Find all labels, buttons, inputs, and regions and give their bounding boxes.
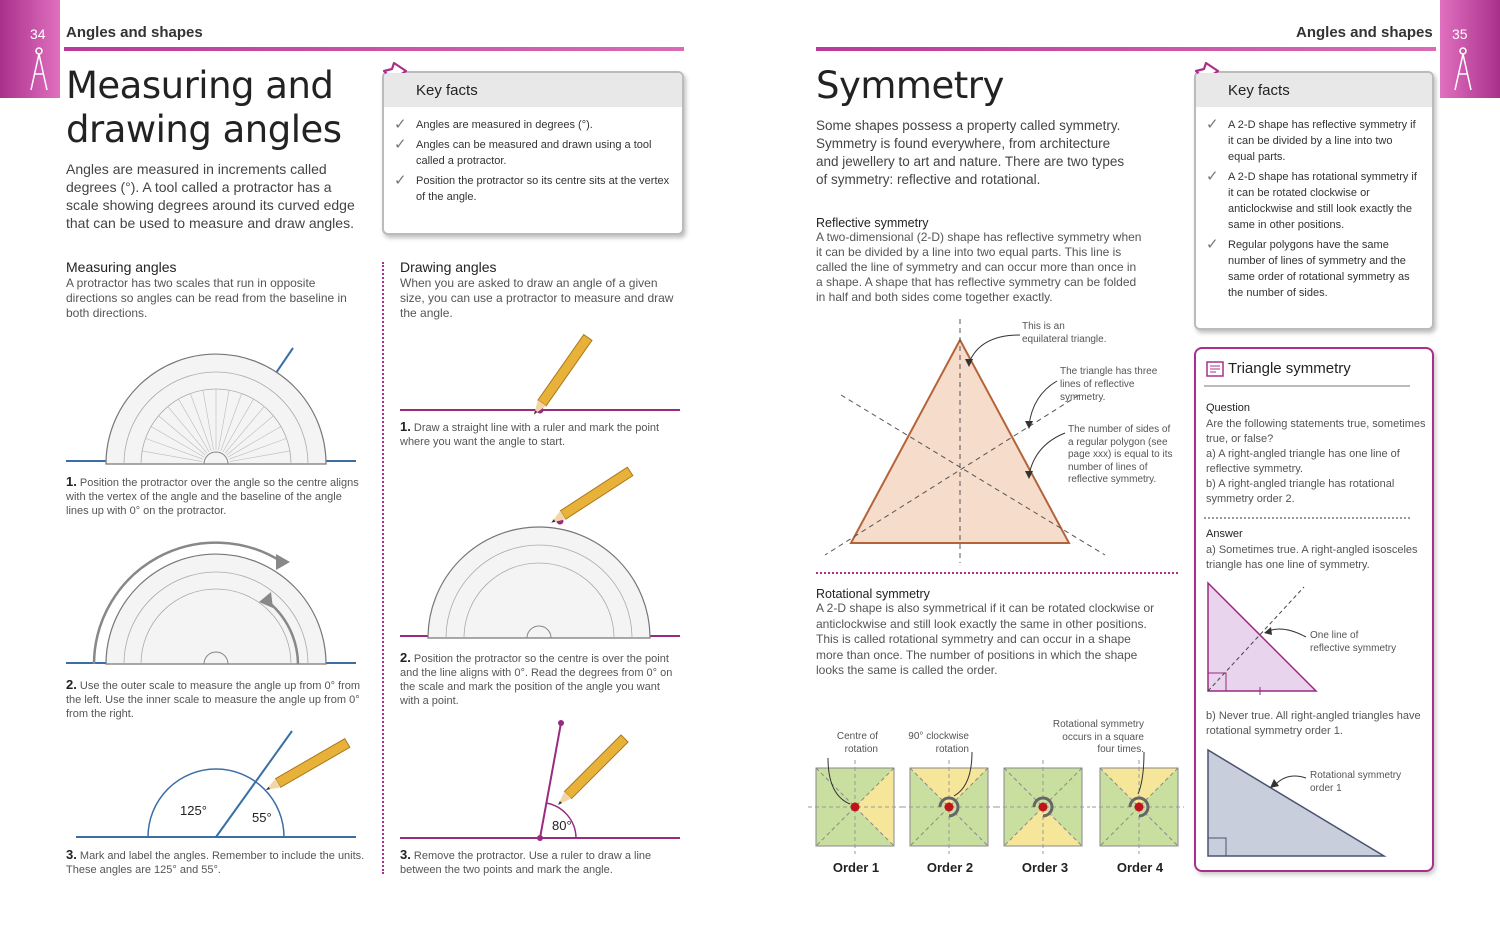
protractor-diagram-1 [66, 340, 366, 470]
rotational-heading: Rotational symmetry [816, 587, 930, 601]
drawing-step-2: 2. Position the protractor so the centre is over the point and the line aligns with 0°. Read the degrees from 0° on the scale and mark the position of the angle you want with a point. [400, 650, 673, 707]
draw-step-1-diagram [400, 330, 682, 420]
rotational-section [816, 587, 1161, 679]
key-fact-item: ✓ A 2-D shape has reflective symmetry if it can be divided by a line into two equal parts. [1206, 116, 1416, 163]
title-line-2: drawing angles [66, 108, 342, 151]
key-fact-item: ✓ A 2-D shape has rotational symmetry if it can be rotated clockwise or anticlockwise and still look exactly the same in other positions. [1206, 168, 1417, 231]
running-head: Angles and shapes [66, 24, 203, 41]
note-polygon: The number of sides of a regular polygon (see page xxx) is equal to its number of lines of reflective symmetry. [1068, 424, 1173, 485]
key-facts-list [1196, 107, 1432, 301]
key-facts-box [1194, 71, 1434, 330]
drawing-step-3: 3. Remove the protractor. Use a ruler to draw a line between the two points and mark the angle. [400, 847, 652, 876]
note-equilateral: This is an equilateral triangle. [1022, 321, 1107, 345]
answer-label: Answer [1206, 528, 1243, 540]
box-divider [1204, 517, 1410, 519]
measuring-text: A protractor has two scales that run in opposite directions so angles can be read from the baseline in both directions. [66, 276, 347, 320]
title-line-1: Measuring and [66, 64, 334, 107]
question-text: Are the following statements true, sometimes true, or false? a) A right-angled triangle has one line of reflective symmetry. b) A right-angled triangle has rotational symmetry order 2. [1206, 418, 1426, 505]
reflective-text: A two-dimensional (2-D) shape has reflective symmetry when it can be divided by a line into two equal parts. This line is called the line of symmetry and can occur more than once in a shape. A shape that has reflective symmetry can be folded in half and both sides come together exactly. [816, 230, 1142, 304]
drawing-step-1: 1. Draw a straight line with a ruler and mark the point where you want the angle to start. [400, 419, 660, 448]
reflective-section [816, 216, 1151, 305]
worked-example-icon [1206, 361, 1224, 377]
key-facts-box [382, 71, 684, 235]
note-one-line: One line of reflective symmetry [1310, 630, 1397, 654]
compass-icon [1452, 46, 1474, 92]
angle-diagram-125-55 [66, 725, 366, 845]
note-90-rotation: 90° clockwise rotation [908, 731, 969, 755]
measuring-step-2: 2. Use the outer scale to measure the angle up from 0° from the left. Use the inner scale to measure the angle up from 0° from the right. [66, 677, 361, 720]
triangle-symmetry-box [1194, 347, 1434, 872]
checkmark-icon: ✓ [394, 116, 407, 133]
answer-b: b) Never true. All right-angled triangles have rotational symmetry order 1. [1206, 710, 1421, 737]
note-square-four: Rotational symmetry occurs in a square four times. [1052, 719, 1144, 755]
angle-label-55: 55° [252, 810, 272, 825]
question-label: Question [1206, 402, 1251, 414]
checkmark-icon: ✓ [394, 136, 407, 153]
page-title [66, 64, 386, 152]
checkmark-icon: ✓ [1206, 116, 1219, 133]
column-divider [382, 262, 384, 874]
note-centre-of-rotation: Centre of rotation [836, 731, 878, 755]
note-three-lines: The triangle has three lines of reflective symmetry. [1060, 366, 1158, 403]
drawing-section [400, 259, 680, 321]
page-title: Symmetry [816, 64, 1004, 107]
compass-icon [28, 46, 50, 92]
page-number: 34 [30, 26, 46, 42]
key-fact-item: ✓ Position the protractor so its centre sits at the vertex of the angle. [394, 172, 670, 203]
section-divider [816, 572, 1178, 574]
intro-text: Angles are measured in increments called degrees (°). A tool called a protractor has a scale showing degrees around its curved edge that can be used to measure and draw angles. [66, 161, 355, 231]
drawing-text: When you are asked to draw an angle of a given size, you can use a protractor to measure and draw the angle. [400, 276, 674, 320]
key-fact-item: ✓ Angles are measured in degrees (°). [394, 116, 593, 133]
order-label: Order 4 [1116, 860, 1164, 875]
key-facts-list [384, 107, 682, 205]
header-rule [816, 47, 1436, 51]
order-label: Order 3 [1021, 860, 1069, 875]
key-facts-heading: Key facts [1196, 73, 1432, 107]
angle-label-125: 125° [180, 803, 207, 818]
key-facts-heading: Key facts [384, 73, 682, 107]
checkmark-icon: ✓ [1206, 168, 1219, 185]
measuring-step-1: 1. Position the protractor over the angle so the centre aligns with the vertex of the angle and the baseline of the angle lines up with 0° on the protractor. [66, 474, 359, 517]
angle-label-80: 80° [552, 818, 572, 833]
order-label: Order 2 [926, 860, 974, 875]
answer-a: a) Sometimes true. A right-angled isosceles triangle has one line of symmetry. [1206, 544, 1418, 571]
draw-step-3-diagram [400, 715, 682, 845]
key-fact-item: ✓ Regular polygons have the same number of lines of symmetry and the same order of rotational symmetry as the number of sides. [1206, 236, 1410, 299]
reflective-heading: Reflective symmetry [816, 216, 929, 230]
page-number: 35 [1452, 26, 1468, 42]
checkmark-icon: ✓ [1206, 236, 1219, 253]
heading-rule [1204, 385, 1410, 387]
checkmark-icon: ✓ [394, 172, 407, 189]
measuring-step-3: 3. Mark and label the angles. Remember to include the units. These angles are 125° and 55°. [66, 847, 365, 876]
order-label: Order 1 [832, 860, 880, 875]
measuring-heading: Measuring angles [66, 259, 177, 275]
rotational-text: A 2-D shape is also symmetrical if it can be rotated clockwise or anticlockwise and still look exactly the same in other positions. This is called rotational symmetry and can occur in a shape more than once. The number of positions in which the shape looks the same is called the order. [816, 601, 1155, 677]
running-head: Angles and shapes [1296, 24, 1433, 41]
intro-text: Some shapes possess a property called symmetry. Symmetry is found everywhere, from architecture and jewellery to art and nature. There are two types of symmetry: reflective and rotational. [816, 118, 1125, 187]
rotation-squares-diagram [806, 740, 1184, 858]
note-rotational-order-1: Rotational symmetry order 1 [1310, 770, 1402, 794]
page-tab-right [1440, 0, 1500, 98]
right-triangle-blue [1204, 744, 1426, 862]
header-rule [64, 47, 684, 51]
key-fact-item: ✓ Angles can be measured and drawn using a tool called a protractor. [394, 136, 652, 167]
protractor-diagram-2 [66, 540, 366, 670]
drawing-heading: Drawing angles [400, 259, 497, 275]
triangle-box-heading: Triangle symmetry [1228, 360, 1351, 377]
draw-step-2-diagram [400, 465, 682, 645]
measuring-section [66, 259, 366, 321]
page-tab-left [0, 0, 60, 98]
